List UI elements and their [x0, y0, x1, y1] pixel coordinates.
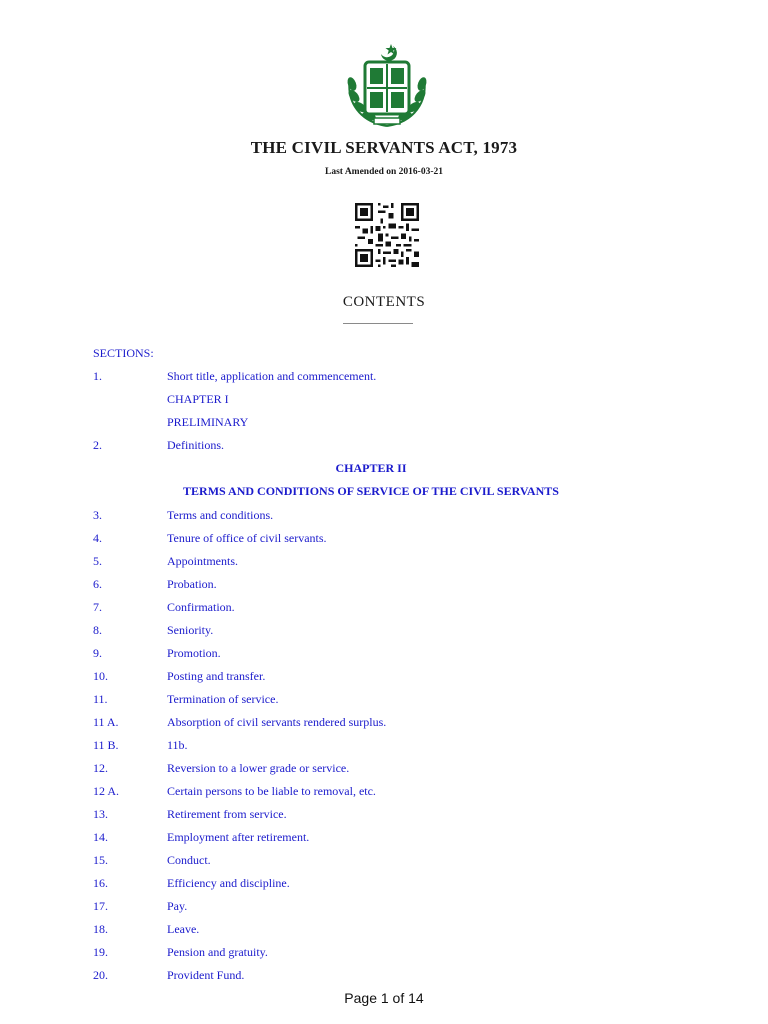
chapter-2-number[interactable]: CHAPTER II — [335, 461, 407, 475]
qr-code-icon — [355, 203, 419, 267]
toc-entry-number: 17. — [93, 899, 108, 913]
toc-entry-number: 11 B. — [93, 738, 119, 752]
toc-entry-number: 16. — [93, 876, 108, 890]
toc-entry-title[interactable]: Promotion. — [167, 646, 221, 660]
toc-entry-title[interactable]: Provident Fund. — [167, 968, 245, 982]
toc-entry-number: 13. — [93, 807, 108, 821]
toc-entry-number: 15. — [93, 853, 108, 867]
toc-entry-number: 12 A. — [93, 784, 120, 798]
toc-entry-number: 18. — [93, 922, 108, 936]
toc-entry-number: 20. — [93, 968, 108, 982]
toc-entry-title[interactable]: Reversion to a lower grade or service. — [167, 761, 350, 775]
last-amended-date: Last Amended on 2016-03-21 — [325, 167, 443, 177]
toc-entry-number: 12. — [93, 761, 108, 775]
toc-entry-number: 1. — [93, 369, 102, 383]
chapter-1-number[interactable]: CHAPTER I — [167, 392, 229, 406]
toc-entry-number: 9. — [93, 646, 102, 660]
toc-entry-title[interactable]: Pay. — [167, 899, 188, 913]
toc-entry-title[interactable]: Retirement from service. — [167, 807, 287, 821]
chapter-1-name[interactable]: PRELIMINARY — [167, 415, 249, 429]
toc-entry-number: 14. — [93, 830, 108, 844]
toc-entry-title[interactable]: Probation. — [167, 577, 217, 591]
toc-entry-title[interactable]: Definitions. — [167, 438, 224, 452]
toc-entry-title[interactable]: Employment after retirement. — [167, 830, 310, 844]
toc-entry-number: 10. — [93, 669, 108, 683]
toc-entry-title[interactable]: Efficiency and discipline. — [167, 876, 290, 890]
toc-entry-title[interactable]: Appointments. — [167, 554, 238, 568]
toc-entry-title[interactable]: Certain persons to be liable to removal, etc. — [167, 784, 376, 798]
toc-entry-number: 5. — [93, 554, 102, 568]
toc-entry-title[interactable]: Short title, application and commencement. — [167, 369, 377, 383]
contents-heading: CONTENTS — [342, 294, 426, 310]
toc-entry-title[interactable]: Confirmation. — [167, 600, 235, 614]
sections-label: SECTIONS: — [93, 346, 154, 360]
toc-entry-number: 8. — [93, 623, 102, 637]
state-emblem-icon — [340, 38, 434, 132]
toc-entry-title[interactable]: Tenure of office of civil servants. — [167, 531, 327, 545]
toc-entry-title[interactable]: Conduct. — [167, 853, 211, 867]
toc-entry-number: 19. — [93, 945, 108, 959]
toc-entry-title[interactable]: Termination of service. — [167, 692, 279, 706]
contents-divider — [343, 323, 413, 324]
toc-entry-number: 2. — [93, 438, 102, 452]
toc-entry-title[interactable]: Terms and conditions. — [167, 508, 274, 522]
toc-entry-number: 11 A. — [93, 715, 119, 729]
toc-entry-number: 3. — [93, 508, 102, 522]
toc-entry-title[interactable]: Absorption of civil servants rendered surplus. — [167, 715, 387, 729]
toc-entry-title[interactable]: 11b. — [167, 738, 188, 752]
chapter-2-name[interactable]: TERMS AND CONDITIONS OF SERVICE OF THE CIVIL SERVANTS — [183, 484, 559, 498]
toc-entry-number: 7. — [93, 600, 102, 614]
toc-entry-title[interactable]: Posting and transfer. — [167, 669, 266, 683]
toc-entry-title[interactable]: Pension and gratuity. — [167, 945, 268, 959]
toc-entry-title[interactable]: Seniority. — [167, 623, 214, 637]
document-title: THE CIVIL SERVANTS ACT, 1973 — [250, 138, 518, 157]
toc-entry-title[interactable]: Leave. — [167, 922, 200, 936]
toc-entry-number: 11. — [93, 692, 108, 706]
toc-entry-number: 4. — [93, 531, 102, 545]
toc-entry-number: 6. — [93, 577, 102, 591]
page-number: Page 1 of 14 — [344, 990, 424, 1006]
